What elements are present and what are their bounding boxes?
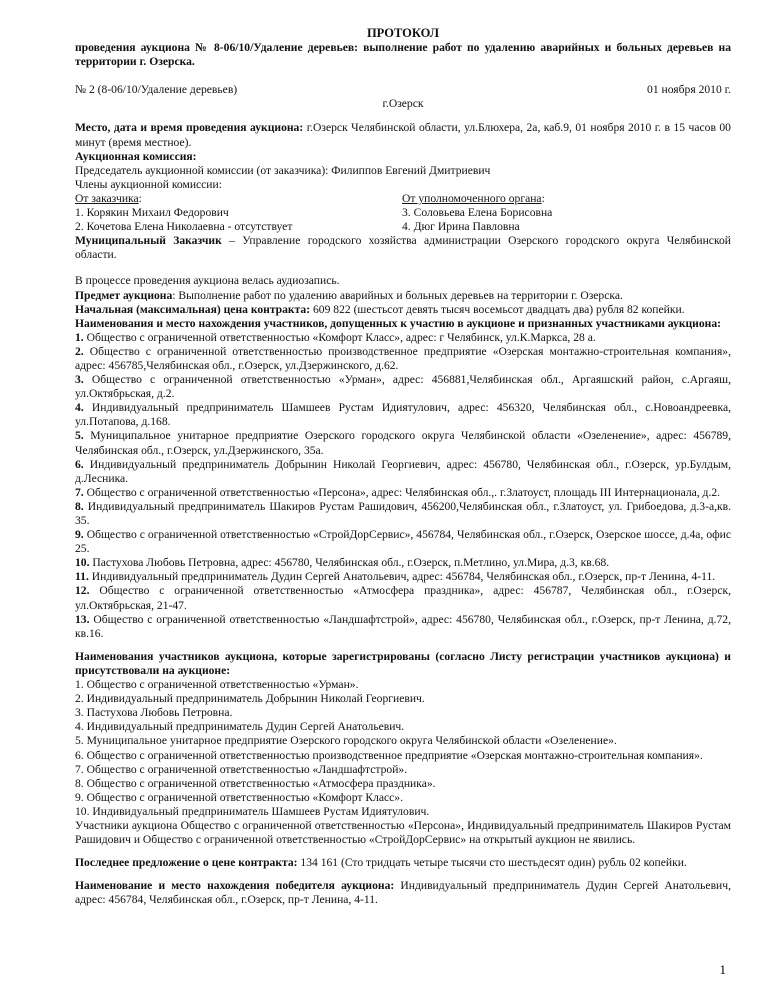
last-offer-label: Последнее предложение о цене контракта: bbox=[75, 856, 298, 870]
list-item: 4. Индивидуальный предприниматель Дудин Сергей Анатольевич. bbox=[75, 720, 405, 734]
authority-members: От уполномоченного органа: 3. Соловьева Елена Борисовна 4. Дюг Ирина Павловна bbox=[402, 192, 731, 234]
winner-paragraph bbox=[75, 879, 731, 907]
initial-price-label: Начальная (максимальная) цена контракта: bbox=[75, 302, 311, 316]
member-1: 1. Корякин Михаил Федорович bbox=[75, 206, 229, 220]
admitted-heading: Наименования и место нахождения участников, допущенных к участию в аукционе и признанных участниками аукциона: bbox=[75, 316, 721, 330]
protocol-number: № 2 (8-06/10/Удаление деревьев) bbox=[75, 83, 238, 97]
page-number: 1 bbox=[719, 962, 726, 977]
list-item: 10. Индивидуальный предприниматель Шамшеев Рустам Идиятулович. bbox=[75, 804, 430, 818]
list-item: 12. Общество с ограниченной ответственностью «Атмосфера праздника», адрес: 456787, Челябинская обл., г.Озерск, ул.Октябрьская, 21-47. bbox=[75, 584, 731, 612]
protocol-page bbox=[75, 26, 731, 907]
winner-text: Индивидуальный предприниматель Дудин Сергей Анатольевич, адрес: 456784, Челябинская обл., г.Озерск, пр-т Ленина, 4-11. bbox=[75, 879, 731, 907]
winner-label: Наименование и место нахождения победителя аукциона: bbox=[75, 879, 395, 893]
protocol-city: г.Озерск bbox=[382, 97, 424, 111]
member-3: 3. Соловьева Елена Борисовна bbox=[402, 206, 553, 220]
list-item: 2. Индивидуальный предприниматель Добрынин Николай Георгиевич. bbox=[75, 692, 425, 706]
list-item: 8. Общество с ограниченной ответственностью «Атмосфера праздника». bbox=[75, 776, 436, 790]
list-item: 3. Пастухова Любовь Петровна. bbox=[75, 706, 233, 720]
list-item: 5. Муниципальное унитарное предприятие Озерского городского округа Челябинской области «Озеленение». bbox=[75, 734, 617, 748]
member-4: 4. Дюг Ирина Павловна bbox=[402, 220, 520, 234]
place-label: Место, дата и время проведения аукциона: bbox=[75, 121, 304, 135]
absent-paragraph: Участники аукциона Общество с ограниченной ответственностью «Персона», Индивидуальный предприниматель Шакиров Рустам Рашидович и Общество с ограниченной ответственностью «СтройДорСервис» на открытый аукцион не явились. bbox=[75, 818, 731, 847]
list-item: 4. Индивидуальный предприниматель Шамшеев Рустам Идиятулович, адрес: 456320, Челябинская обл., с.Новоандреевка, ул.Потапова, д.168. bbox=[75, 401, 731, 429]
commission-chair: Председатель аукционной комиссии (от заказчика): Филиппов Евгений Дмитриевич bbox=[75, 163, 491, 177]
document-title: ПРОТОКОЛ bbox=[366, 26, 440, 40]
present-list bbox=[75, 678, 731, 819]
list-item: 7. Общество с ограниченной ответственностью «Ландшафтстрой». bbox=[75, 762, 408, 776]
last-offer-text: 134 161 (Сто тридцать четыре тысячи сто шестьдесят один) рубль 02 копейки. bbox=[297, 856, 687, 870]
list-item: 9. Общество с ограниченной ответственностью «СтройДорСервис», 456784, Челябинская обл., г.Озерск, Озерское шоссе, д.4а, офис 25. bbox=[75, 528, 731, 556]
list-item: 1. Общество с ограниченной ответственностью «Урман». bbox=[75, 678, 359, 692]
list-item: 13. Общество с ограниченной ответственностью «Ландшафтстрой», адрес: 456780, Челябинская обл., г.Озерск, пр-т Ленина, д.72, кв.16. bbox=[75, 612, 731, 640]
list-item: 10. Пастухова Любовь Петровна, адрес: 456780, Челябинская обл., г.Озерск, п.Метлино, ул.Мира, д.3, кв.68. bbox=[75, 556, 610, 570]
present-heading: Наименования участников аукциона, которые зарегистрированы (согласно Листу регистрации участников аукциона) и присутствовали на аукционе: bbox=[75, 649, 731, 677]
list-item: 3. Общество с ограниченной ответственностью «Урман», адрес: 456881,Челябинская обл., Аргаяшский район, с.Аргаяш, ул.Октябрьская, д.2. bbox=[75, 373, 731, 401]
commission-members bbox=[75, 192, 731, 234]
subject-label: Предмет аукциона bbox=[75, 288, 173, 302]
list-item: 7. Общество с ограниченной ответственностью «Персона», адрес: Челябинская обл.,. г.Златоуст, площадь III Интернационала, д.2. bbox=[75, 485, 721, 499]
initial-price-paragraph bbox=[75, 303, 731, 317]
place-paragraph bbox=[75, 121, 731, 149]
protocol-date: 01 ноября 2010 г. bbox=[647, 83, 731, 97]
customer-label: Муниципальный Заказчик bbox=[75, 234, 222, 248]
subject-text: : Выполнение работ по удалению аварийных и больных деревьев на территории г. Озерска. bbox=[172, 288, 623, 302]
place-text: г.Озерск Челябинской области, ул.Блюхера, 2а, каб.9, 01 ноября 2010 г. в 15 часов 00 минут (время местное). bbox=[75, 121, 731, 149]
list-item: 5. Муниципальное унитарное предприятие Озерского городского округа Челябинской области «Озеленение», адрес: 456789, Челябинская обл., г.Озерск, ул.Дзержинского, 35а. bbox=[75, 429, 731, 457]
authority-members-heading: От уполномоченного органа bbox=[402, 191, 542, 205]
customer-members-heading: От заказчика bbox=[75, 191, 139, 205]
protocol-header-row bbox=[75, 83, 731, 97]
document-subtitle: проведения аукциона № 8-06/10/Удаление деревьев: выполнение работ по удалению аварийных и больных деревьев на территории г. Озерска. bbox=[75, 41, 731, 69]
list-item: 6. Общество с ограниченной ответственностью производственное предприятие «Озерская монтажно-строительная компания». bbox=[75, 748, 703, 762]
customer-text: – Управление городского хозяйства администрации Озерского городского округа Челябинской области. bbox=[75, 234, 732, 262]
list-item: 2. Общество с ограниченной ответственностью производственное предприятие «Озерская монтажно-строительная компания», адрес: 456785,Челябинская обл., г.Озерск, ул.Дзержинского, д.62. bbox=[75, 344, 731, 372]
list-item: 9. Общество с ограниченной ответственностью «Комфорт Класс». bbox=[75, 790, 403, 804]
list-item: 11. Индивидуальный предприниматель Дудин Сергей Анатольевич, адрес: 456784, Челябинская обл., г.Озерск, пр-т Ленина, 4-11. bbox=[75, 570, 716, 584]
customer-members: От заказчика: 1. Корякин Михаил Федорович 2. Кочетова Елена Николаевна - отсутствует bbox=[75, 192, 402, 234]
list-item: 8. Индивидуальный предприниматель Шакиров Рустам Рашидович, 456200,Челябинская обл., г.Златоуст, ул. Грибоедова, д.3-а,кв. 35. bbox=[75, 499, 731, 527]
customer-paragraph bbox=[75, 234, 731, 262]
commission-members-label: Члены аукционной комиссии: bbox=[75, 177, 222, 191]
commission-heading: Аукционная комиссия: bbox=[75, 149, 197, 163]
list-item: 1. Общество с ограниченной ответственностью «Комфорт Класс», адрес: г Челябинск, ул.К.Маркса, 28 а. bbox=[75, 330, 596, 344]
subject-paragraph bbox=[75, 289, 731, 303]
initial-price-text: 609 822 (шестьсот девять тысяч восемьсот двадцать два) рубля 82 копейки. bbox=[310, 302, 685, 316]
member-2: 2. Кочетова Елена Николаевна - отсутствует bbox=[75, 220, 293, 234]
admitted-list bbox=[75, 331, 731, 641]
last-offer-paragraph bbox=[75, 856, 731, 870]
list-item: 6. Индивидуальный предприниматель Добрынин Николай Георгиевич, адрес: 456780, Челябинская обл., г.Озерск, ур.Булдым, д.Лесника. bbox=[75, 457, 731, 485]
audio-note: В процессе проведения аукциона велась аудиозапись. bbox=[75, 274, 340, 288]
